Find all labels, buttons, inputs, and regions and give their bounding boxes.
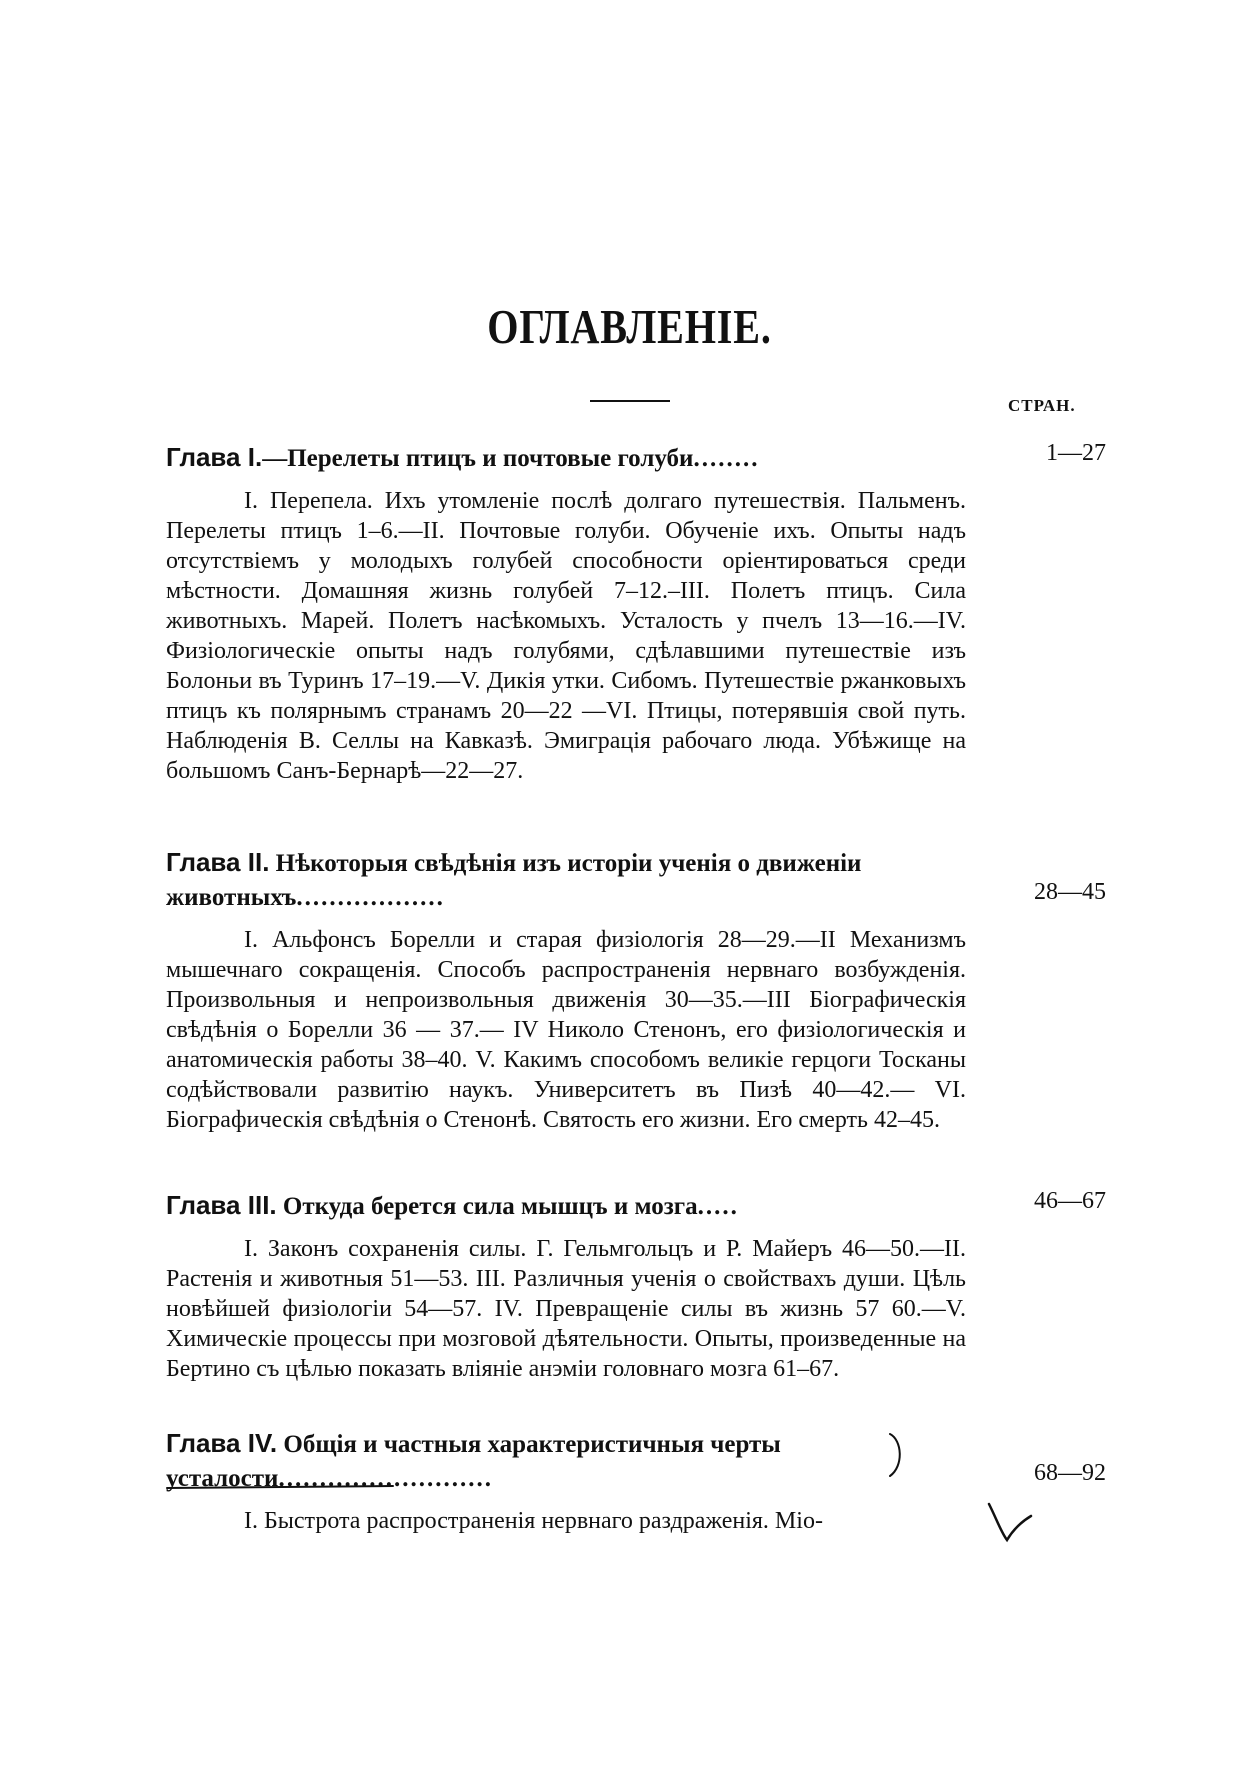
chapter-summary: I. Перепела. Ихъ утомленіе послѣ долгаго путешествія. Пальменъ. Перелеты птицъ 1–6.—II. Почтовые голуби. Обученіе ихъ. Опыты надъ отсутствіемъ у молодыхъ голубей способности оріентироваться среди мѣстности. Домашняя жизнь голубей 7–12.–III. Полетъ птицъ. Сила животныхъ. Марей. Полетъ насѣкомыхъ. Усталость у пчелъ 13—16.—IV. Физіологическіе опыты надъ голубями, сдѣлавшими путешествіе изъ Болоньи въ Туринъ 17–19.—V. Дикія утки. Сибомъ. Путешествіе ржанковыхъ птицъ къ полярнымъ странамъ 20—22 —VI. Птицы, потерявшія свой путь. Наблюденія В. Селлы на Кавказѣ. Эмиграція рабочаго люда. Убѣжище на большомъ Санъ-Бернарѣ—22—27. <box>166 488 966 784</box>
chapter-heading <box>166 845 966 915</box>
chapter-heading <box>166 440 966 476</box>
chapter-heading <box>166 1188 966 1224</box>
leader-dots: .................. <box>296 884 445 911</box>
chapter-summary: I. Быстрота распространенія нервнаго раздраженія. Міо- <box>244 1508 823 1534</box>
chapter-title: Нѣкоторыя свѣдѣнія изъ исторіи ученія о движеніи животныхъ <box>166 850 862 911</box>
chapter-pages: 46—67 <box>1034 1188 1106 1214</box>
title-divider <box>590 400 670 402</box>
chapter-title: —Перелеты птицъ и почтовые голуби <box>262 445 694 472</box>
chapter-label: Глава IV. <box>166 1428 278 1458</box>
pages-column-label: СТРАН. <box>1008 396 1076 415</box>
chapter-summary: I. Альфонсъ Борелли и старая физіологія 28—29.—II Механизмъ мышечнаго сокращенія. Способъ распространенія нервнаго возбужденія. Произвольныя и непроизвольныя движенія 30—35.—III Біографическія свѣдѣнія о Борелли 36 — 37.— IV Николо Стенонъ, его физіологическія и анатомическія работы 38–40. V. Какимъ способомъ великіе герцоги Тосканы содѣйствовали развитію наукъ. Университетъ въ Пизѣ 40—42.— VI. Біографическія свѣдѣнія о Стенонѣ. Святость его жизни. Его смерть 42–45. <box>166 927 966 1133</box>
chapter-entry <box>166 1188 1106 1384</box>
leader-dots: .......................... <box>278 1465 493 1492</box>
chapter-pages: 68—92 <box>1034 1460 1106 1486</box>
handwritten-underline-icon <box>165 1480 395 1492</box>
chapter-title: Общія и частныя характеристичныя черты усталости <box>166 1431 781 1492</box>
leader-dots: ........ <box>693 445 760 472</box>
chapter-entry <box>166 440 1106 786</box>
handwritten-check-mark-icon <box>985 1500 1035 1545</box>
handwritten-bracket-icon <box>882 1430 912 1480</box>
chapter-summary: I. Законъ сохраненія силы. Г. Гельмгольцъ и Р. Майеръ 46—50.—II. Растенія и животныя 51—53. III. Различныя ученія о свойствахъ души. Цѣль новѣйшей физіологіи 54—57. IV. Превращеніе силы въ жизнь 57 60.—V. Химическіе процессы при мозговой дѣятельности. Опыты, произведенные на Бертино съ цѣлью показать вліяніе анэміи головнаго мозга 61–67. <box>166 1236 966 1382</box>
chapter-label: Глава II. <box>166 847 270 877</box>
chapter-label: Глава I. <box>166 442 263 472</box>
chapter-title: Откуда берется сила мышцъ и мозга <box>282 1193 698 1220</box>
page-title: ОГЛАВЛЕНІЕ. <box>487 299 772 354</box>
chapter-label: Глава III. <box>166 1190 277 1220</box>
chapter-pages: 28—45 <box>1034 879 1106 905</box>
chapter-pages: 1—27 <box>1046 440 1106 466</box>
leader-dots: ..... <box>697 1193 739 1220</box>
chapter-entry <box>166 845 1106 1135</box>
